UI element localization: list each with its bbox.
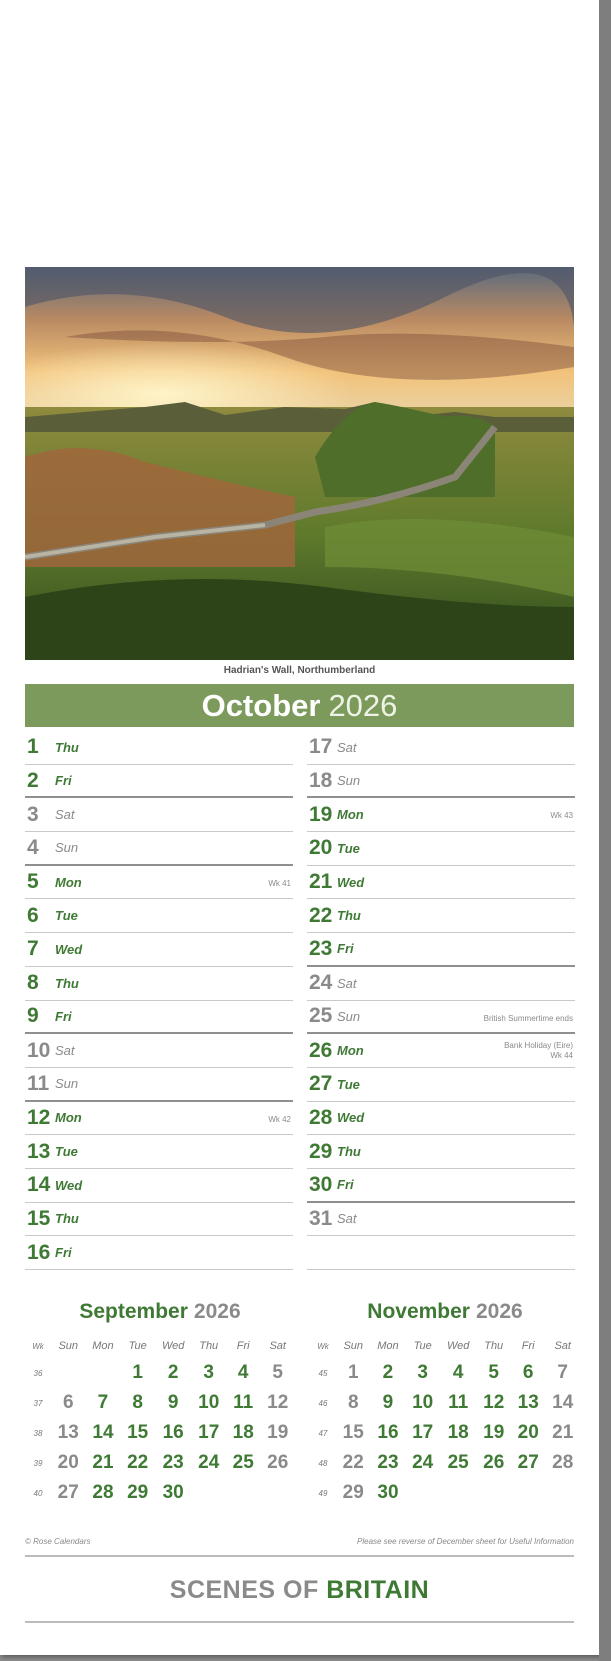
mini-day: 19 bbox=[483, 1422, 505, 1443]
mini-day: 26 bbox=[483, 1452, 505, 1473]
mini-day: 27 bbox=[57, 1482, 79, 1503]
mini-day: 15 bbox=[127, 1422, 149, 1443]
mini-day: 28 bbox=[552, 1452, 574, 1473]
mini-week-row bbox=[310, 1418, 580, 1448]
mini-day bbox=[51, 1358, 85, 1388]
mini-month: November bbox=[367, 1300, 470, 1323]
day-row bbox=[25, 1236, 293, 1270]
day-number: 13 bbox=[27, 1139, 51, 1163]
week-number: 48 bbox=[318, 1458, 328, 1468]
mini-day: 18 bbox=[232, 1422, 254, 1443]
day-note: Wk 41 bbox=[268, 878, 291, 888]
day-row bbox=[307, 1001, 575, 1035]
day-number: 8 bbox=[27, 971, 39, 995]
mini-day: 10 bbox=[198, 1392, 220, 1413]
day-number: 17 bbox=[309, 735, 333, 759]
mini-day: 4 bbox=[452, 1362, 464, 1383]
day-name: Fri bbox=[55, 773, 72, 789]
day-name: Tue bbox=[337, 840, 360, 856]
day-number: 19 bbox=[309, 802, 333, 826]
day-name: Sun bbox=[337, 773, 361, 789]
mini-day: 8 bbox=[347, 1392, 359, 1413]
month-year: 2026 bbox=[328, 687, 398, 723]
landscape-photo bbox=[25, 267, 574, 660]
mini-day: 8 bbox=[132, 1392, 143, 1413]
week-number: 39 bbox=[33, 1458, 43, 1468]
weekday-header: Mon bbox=[377, 1340, 399, 1352]
mini-day: 27 bbox=[517, 1452, 539, 1473]
day-number: 12 bbox=[27, 1105, 51, 1129]
mini-year: 2026 bbox=[193, 1300, 241, 1323]
mini-calendar-title bbox=[25, 1300, 295, 1328]
day-row bbox=[307, 731, 575, 765]
day-name: Sun bbox=[55, 1076, 79, 1092]
day-name: Mon bbox=[337, 1043, 364, 1059]
week-number: 40 bbox=[33, 1488, 43, 1498]
day-row bbox=[25, 1135, 293, 1169]
day-name: Sat bbox=[337, 975, 357, 991]
day-number: 6 bbox=[27, 903, 39, 927]
day-row bbox=[25, 933, 293, 967]
day-name: Mon bbox=[337, 807, 364, 823]
weekday-header: Fri bbox=[521, 1340, 535, 1352]
mini-day: 19 bbox=[267, 1422, 289, 1443]
mini-day: 10 bbox=[412, 1392, 434, 1413]
mini-day: 16 bbox=[377, 1422, 399, 1443]
weekday-header: Wed bbox=[446, 1340, 470, 1352]
photo-caption: Hadrian's Wall, Northumberland bbox=[223, 665, 376, 676]
mini-day: 11 bbox=[448, 1392, 469, 1413]
day-number: 2 bbox=[27, 768, 39, 792]
day-number: 7 bbox=[27, 937, 39, 961]
mini-day: 12 bbox=[267, 1392, 289, 1413]
mini-day: 21 bbox=[552, 1422, 574, 1443]
day-name: Wed bbox=[55, 941, 83, 957]
mini-day bbox=[260, 1478, 295, 1508]
mini-day: 29 bbox=[127, 1482, 149, 1503]
mini-day: 24 bbox=[412, 1452, 434, 1473]
weekday-header: Wk bbox=[317, 1341, 329, 1351]
day-row bbox=[25, 765, 293, 799]
mini-day: 9 bbox=[382, 1392, 394, 1413]
day-number: 1 bbox=[27, 735, 39, 759]
day-note: Wk 43 bbox=[550, 811, 573, 821]
reverse-info-note: Please see reverse of December sheet for Useful Information bbox=[357, 1537, 574, 1546]
weekday-header: Tue bbox=[128, 1340, 147, 1352]
mini-day: 13 bbox=[57, 1422, 79, 1443]
day-row bbox=[25, 798, 293, 832]
day-row bbox=[307, 1102, 575, 1136]
day-name: Thu bbox=[337, 1144, 361, 1160]
mini-day: 6 bbox=[522, 1362, 534, 1383]
mini-day bbox=[405, 1478, 439, 1508]
day-name: Tue bbox=[337, 1076, 360, 1092]
day-number: 20 bbox=[309, 836, 333, 860]
day-number: 16 bbox=[27, 1240, 51, 1264]
day-note: British Summertime ends bbox=[483, 1013, 573, 1023]
day-row bbox=[25, 899, 293, 933]
mini-day: 1 bbox=[132, 1362, 143, 1383]
mini-week-row bbox=[25, 1448, 295, 1478]
mini-day: 23 bbox=[377, 1452, 399, 1473]
mini-day bbox=[440, 1478, 477, 1508]
day-number: 26 bbox=[309, 1038, 333, 1062]
mini-day: 22 bbox=[342, 1452, 364, 1473]
day-row bbox=[307, 1236, 575, 1270]
day-row bbox=[307, 1135, 575, 1169]
mini-day bbox=[476, 1478, 510, 1508]
mini-day: 6 bbox=[62, 1392, 74, 1413]
mini-day: 14 bbox=[552, 1392, 574, 1413]
mini-week-row bbox=[25, 1418, 295, 1448]
mini-day: 20 bbox=[517, 1422, 539, 1443]
day-number: 14 bbox=[27, 1173, 51, 1197]
page-edge-shadow bbox=[599, 0, 611, 1661]
mini-day: 29 bbox=[342, 1482, 364, 1503]
mini-calendar-grid bbox=[310, 1334, 580, 1508]
week-number: 49 bbox=[318, 1488, 328, 1498]
brand-part-2: BRITAIN bbox=[326, 1576, 430, 1604]
mini-day: 25 bbox=[232, 1452, 254, 1473]
day-name: Mon bbox=[55, 1110, 82, 1126]
day-number: 3 bbox=[27, 802, 39, 826]
mini-day: 30 bbox=[377, 1482, 399, 1503]
mini-day: 21 bbox=[92, 1452, 114, 1473]
days-column-right bbox=[307, 731, 575, 1270]
mini-day: 5 bbox=[488, 1362, 499, 1383]
weekday-header: Wed bbox=[161, 1340, 185, 1352]
day-row bbox=[307, 866, 575, 900]
mini-week-row bbox=[310, 1358, 580, 1388]
day-name: Wed bbox=[55, 1177, 83, 1193]
mini-day: 15 bbox=[342, 1422, 364, 1443]
weekday-header: Mon bbox=[92, 1340, 114, 1352]
mini-year: 2026 bbox=[475, 1300, 523, 1323]
mini-day bbox=[511, 1478, 545, 1508]
week-number: 46 bbox=[318, 1398, 328, 1408]
weekday-header: Wk bbox=[32, 1341, 44, 1351]
weekday-header: Sun bbox=[58, 1340, 79, 1352]
day-number: 27 bbox=[309, 1072, 333, 1096]
day-row bbox=[25, 967, 293, 1001]
mini-day bbox=[191, 1478, 225, 1508]
day-name: Sun bbox=[337, 1008, 361, 1024]
month-header bbox=[25, 684, 574, 727]
day-number: 25 bbox=[309, 1004, 333, 1028]
day-name: Wed bbox=[337, 874, 365, 890]
day-row bbox=[307, 1169, 575, 1203]
mini-day: 3 bbox=[417, 1362, 428, 1383]
day-name: Sat bbox=[337, 739, 357, 755]
day-name: Wed bbox=[337, 1110, 365, 1126]
mini-day: 9 bbox=[167, 1392, 179, 1413]
mini-day: 17 bbox=[412, 1422, 434, 1443]
day-note: Wk 42 bbox=[268, 1114, 291, 1124]
mini-day: 18 bbox=[447, 1422, 469, 1443]
day-name: Sat bbox=[55, 1043, 75, 1059]
week-number: 45 bbox=[318, 1368, 328, 1378]
day-number: 4 bbox=[27, 835, 39, 859]
days-column-left bbox=[25, 731, 293, 1270]
mini-day: 11 bbox=[233, 1392, 254, 1413]
day-row bbox=[307, 1068, 575, 1102]
day-row bbox=[307, 798, 575, 832]
day-name: Sat bbox=[55, 807, 75, 823]
day-number: 11 bbox=[27, 1071, 50, 1095]
day-row bbox=[25, 1034, 293, 1068]
day-number: 9 bbox=[27, 1004, 39, 1028]
mini-day: 25 bbox=[447, 1452, 469, 1473]
day-number: 30 bbox=[309, 1172, 333, 1196]
brand-part-1: SCENES OF bbox=[169, 1576, 319, 1604]
mini-day: 7 bbox=[557, 1362, 568, 1383]
day-name: Fri bbox=[337, 1177, 354, 1193]
mini-day: 4 bbox=[237, 1362, 249, 1383]
day-row bbox=[307, 765, 575, 799]
week-number: 36 bbox=[33, 1368, 43, 1378]
day-number: 18 bbox=[309, 768, 333, 792]
day-number: 15 bbox=[27, 1206, 51, 1230]
day-name: Fri bbox=[55, 1008, 72, 1024]
day-name: Tue bbox=[55, 1144, 78, 1160]
day-row bbox=[25, 832, 293, 866]
mini-day: 1 bbox=[347, 1362, 359, 1383]
day-row bbox=[25, 1001, 293, 1035]
day-number: 23 bbox=[309, 936, 333, 960]
day-row bbox=[25, 1102, 293, 1136]
mini-week-row bbox=[25, 1478, 295, 1508]
day-name: Fri bbox=[55, 1245, 72, 1261]
day-row bbox=[307, 1034, 575, 1068]
mini-day: 20 bbox=[57, 1452, 79, 1473]
mini-calendar-title bbox=[310, 1300, 580, 1328]
hadrians-wall-image bbox=[25, 267, 574, 660]
day-number: 24 bbox=[309, 971, 333, 995]
mini-calendar-previous bbox=[25, 1300, 295, 1508]
day-number: 10 bbox=[27, 1038, 51, 1062]
weekday-header: Thu bbox=[199, 1340, 219, 1352]
day-row bbox=[25, 1068, 293, 1102]
week-number: 38 bbox=[33, 1428, 43, 1438]
month-name: October bbox=[201, 687, 321, 723]
weekday-header: Sun bbox=[343, 1340, 364, 1352]
day-name: Thu bbox=[55, 739, 79, 755]
mini-day: 23 bbox=[162, 1452, 184, 1473]
mini-day: 22 bbox=[127, 1452, 149, 1473]
week-number: 47 bbox=[318, 1428, 328, 1438]
mini-day bbox=[545, 1478, 580, 1508]
day-name: Sun bbox=[55, 840, 79, 856]
mini-week-row bbox=[310, 1388, 580, 1418]
mini-week-row bbox=[310, 1448, 580, 1478]
mini-day bbox=[226, 1478, 260, 1508]
mini-day: 13 bbox=[517, 1392, 539, 1413]
mini-day: 28 bbox=[92, 1482, 114, 1503]
day-name: Mon bbox=[55, 874, 82, 890]
day-number: 21 bbox=[309, 870, 333, 894]
mini-day: 26 bbox=[267, 1452, 289, 1473]
day-note: Bank Holiday (Eire) Wk 44 bbox=[504, 1041, 573, 1061]
mini-week-row bbox=[310, 1478, 580, 1508]
mini-day: 3 bbox=[203, 1362, 214, 1383]
weekday-header: Thu bbox=[484, 1340, 504, 1352]
day-row bbox=[25, 731, 293, 765]
day-name: Fri bbox=[337, 941, 354, 957]
footer-divider-top bbox=[25, 1555, 574, 1557]
day-number: 28 bbox=[309, 1105, 333, 1129]
day-row bbox=[307, 899, 575, 933]
day-name: Thu bbox=[55, 1211, 79, 1227]
mini-calendar-next bbox=[310, 1300, 580, 1508]
week-number: 37 bbox=[33, 1398, 43, 1408]
day-number: 22 bbox=[309, 903, 333, 927]
mini-day: 2 bbox=[382, 1362, 394, 1383]
mini-day: 2 bbox=[167, 1362, 179, 1383]
mini-day: 17 bbox=[198, 1422, 220, 1443]
day-row bbox=[307, 1203, 575, 1237]
mini-day: 14 bbox=[92, 1422, 114, 1443]
mini-day: 30 bbox=[162, 1482, 184, 1503]
mini-day: 12 bbox=[483, 1392, 505, 1413]
mini-month: September bbox=[79, 1300, 188, 1323]
day-row bbox=[307, 832, 575, 866]
mini-day: 16 bbox=[162, 1422, 184, 1443]
mini-week-row bbox=[25, 1358, 295, 1388]
day-number: 31 bbox=[309, 1206, 333, 1230]
mini-week-row bbox=[25, 1388, 295, 1418]
day-row bbox=[25, 1203, 293, 1237]
day-number: 29 bbox=[309, 1139, 333, 1163]
day-row bbox=[307, 967, 575, 1001]
weekday-header: Tue bbox=[413, 1340, 432, 1352]
brand-title bbox=[0, 1576, 599, 1605]
day-name: Sat bbox=[337, 1211, 357, 1227]
day-row bbox=[307, 933, 575, 967]
mini-day: 24 bbox=[198, 1452, 220, 1473]
weekday-header: Sat bbox=[554, 1340, 571, 1352]
day-name: Thu bbox=[337, 908, 361, 924]
day-name: Tue bbox=[55, 908, 78, 924]
day-name: Thu bbox=[55, 975, 79, 991]
mini-day: 5 bbox=[272, 1362, 283, 1383]
weekday-header: Fri bbox=[236, 1340, 250, 1352]
weekday-header: Sat bbox=[269, 1340, 286, 1352]
day-row bbox=[25, 1169, 293, 1203]
day-row bbox=[25, 866, 293, 900]
mini-day: 7 bbox=[97, 1392, 109, 1413]
mini-calendar-grid bbox=[25, 1334, 295, 1508]
copyright-text: © Rose Calendars bbox=[25, 1537, 91, 1546]
footer-divider-bottom bbox=[25, 1621, 574, 1623]
day-number: 5 bbox=[27, 870, 39, 894]
mini-day bbox=[85, 1358, 120, 1388]
